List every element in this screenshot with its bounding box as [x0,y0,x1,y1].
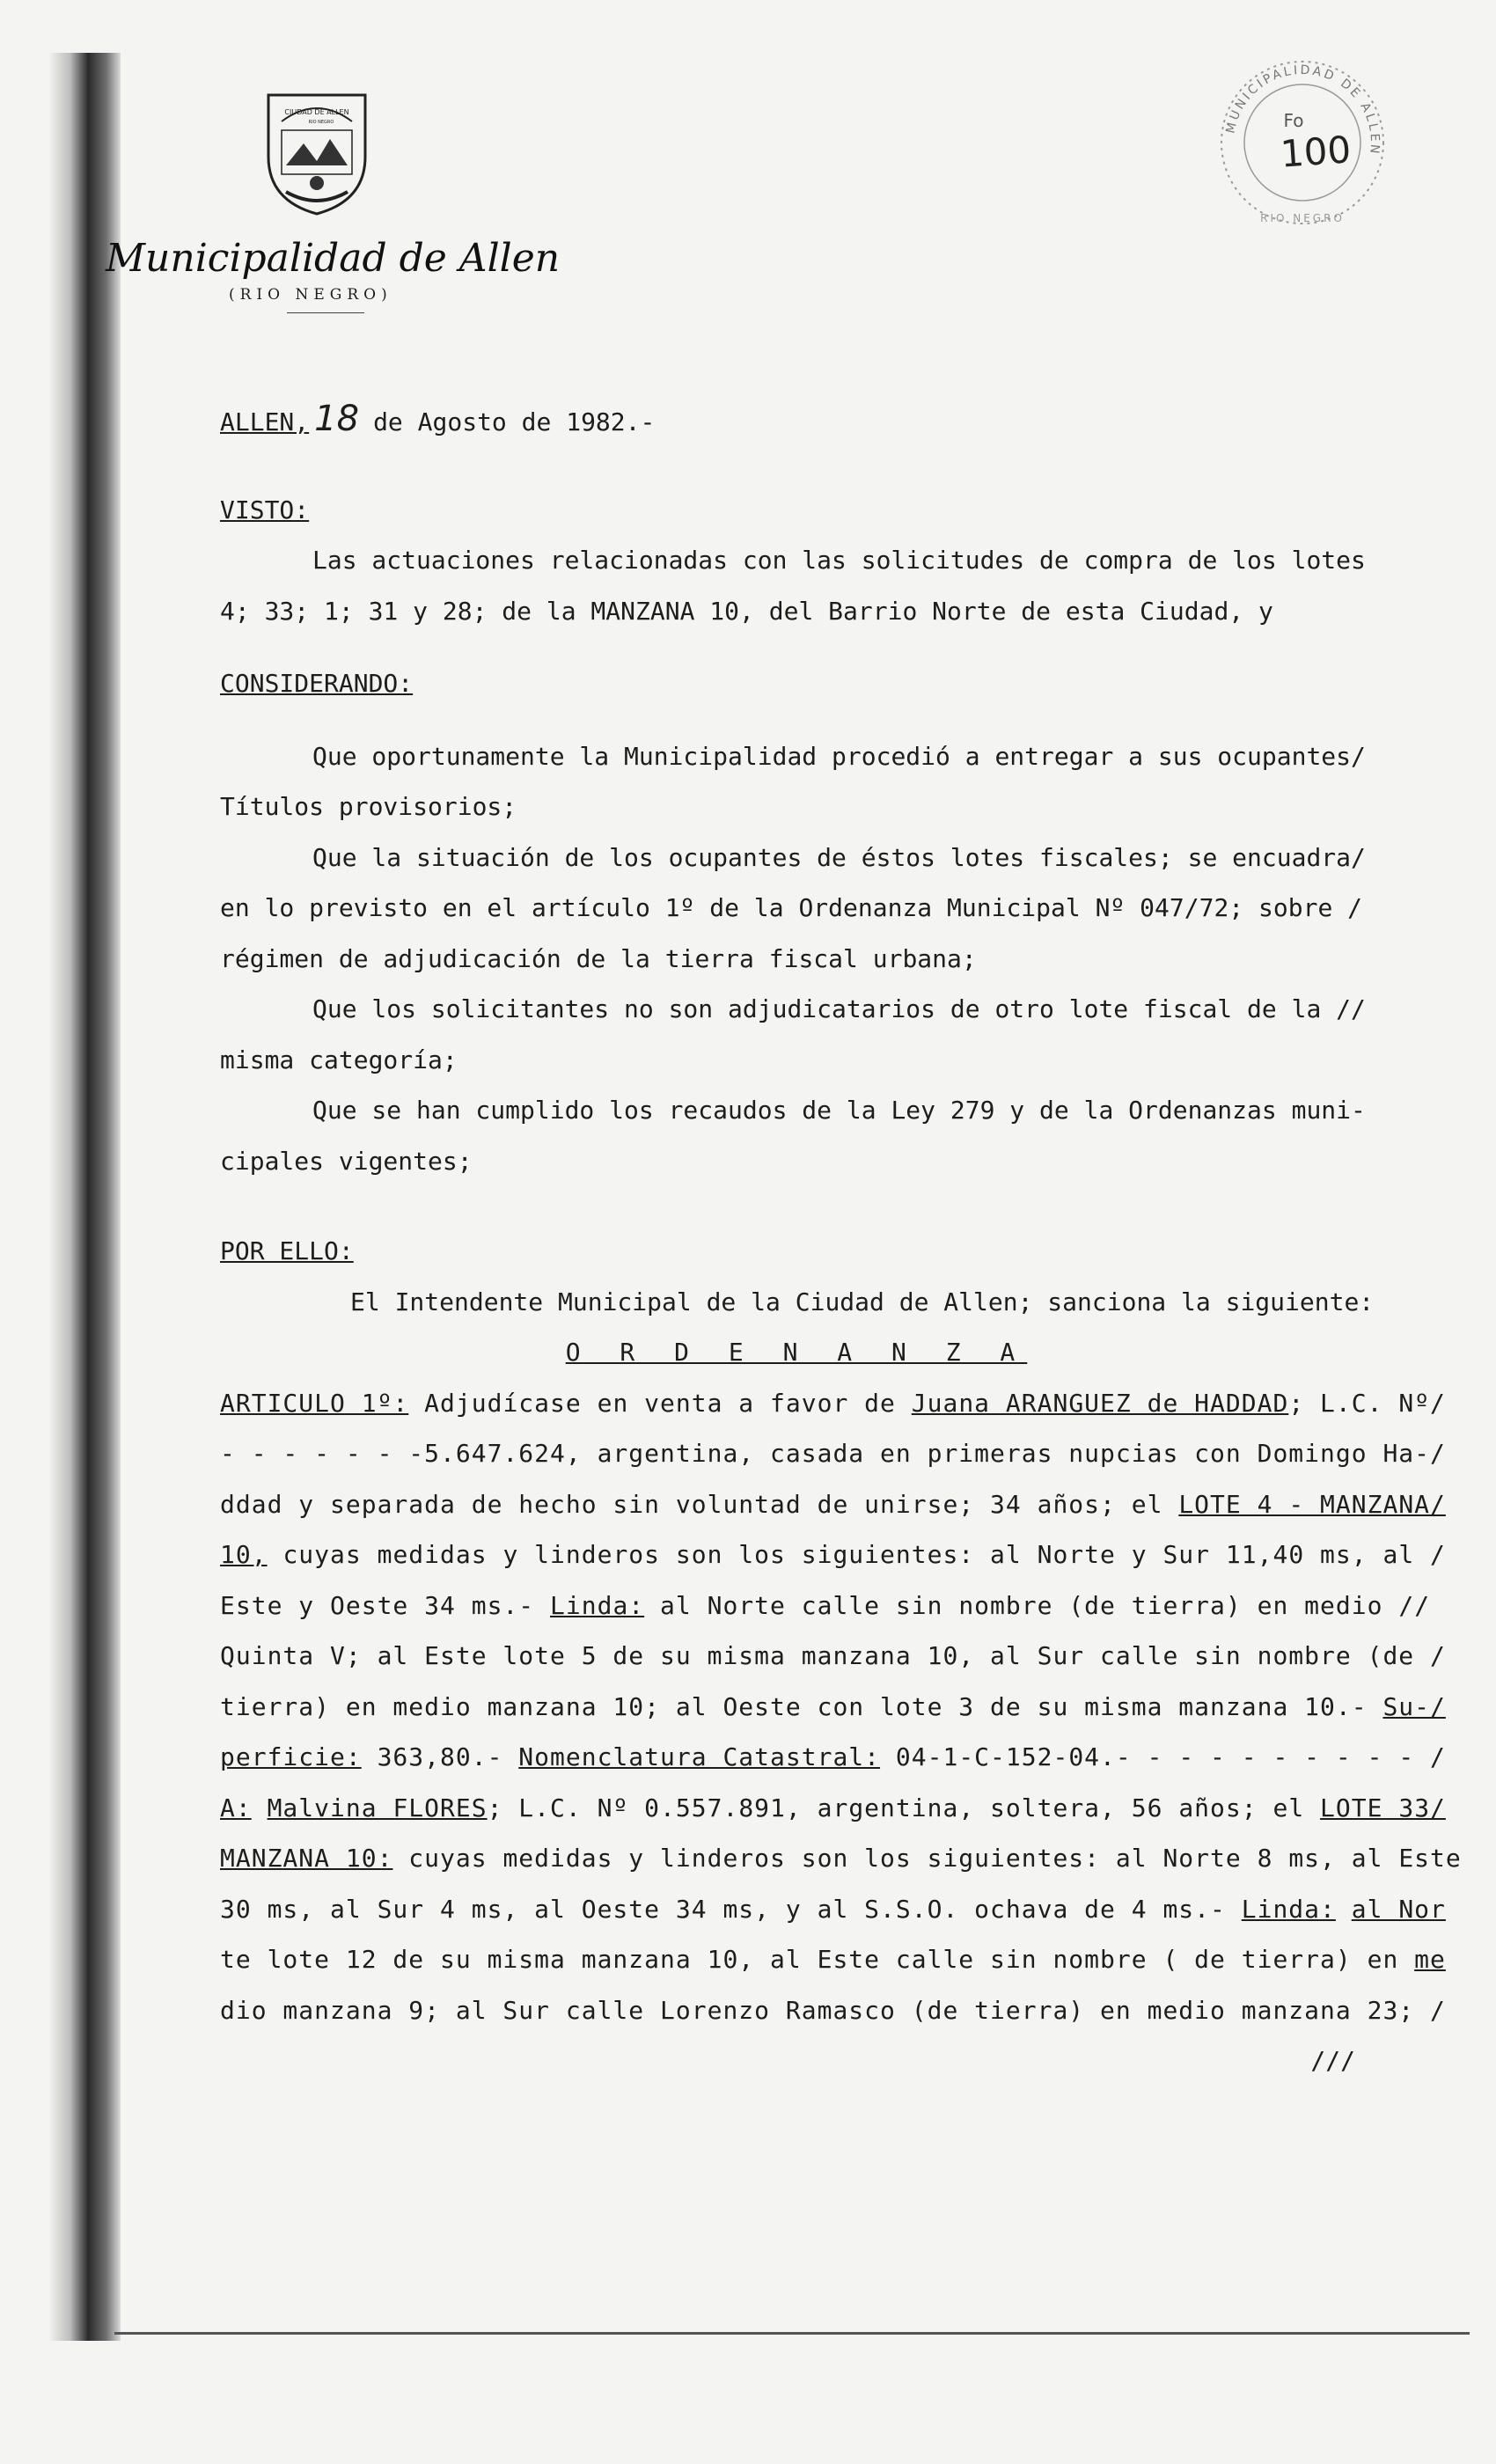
articulo-line-11: 30 ms, al Sur 4 ms, al Oeste 34 ms, y al S.S.O. ochava de 4 ms.- Linda: al Nor [220,1894,1446,1924]
considerando-line-9: cipales vigentes; [220,1146,473,1176]
considerando-line-5: régimen de adjudicación de la tierra fiscal urbana; [220,943,977,973]
considerando-line-7: misma categoría; [220,1045,458,1074]
folio-number: 100 [1279,128,1353,176]
por-ello-line: El Intendente Municipal de la Ciudad de Allen; sanciona la siguiente: [350,1287,1375,1316]
por-ello-heading: POR ELLO: [220,1236,354,1265]
considerando-heading: CONSIDERANDO: [220,669,414,698]
ordenanza-title: O R D E N A N Z A [565,1338,1028,1367]
adjudicatario-1: Juana ARANGUEZ de HADDAD [911,1388,1289,1418]
considerando-line-2: Títulos provisorios; [220,792,517,821]
stamp-ring-text: MUNICIPALIDAD DE ALLEN [1223,62,1382,158]
municipality-name: Municipalidad de Allen [106,236,561,281]
articulo-line-2: - - - - - - -5.647.624, argentina, casada en primeras nupcias con Domingo Ha-/ [220,1439,1446,1468]
articulo-line-7: tierra) en medio manzana 10; al Oeste con lote 3 de su misma manzana 10.- Su-/ [220,1691,1446,1721]
articulo-label: ARTICULO 1º: [220,1388,409,1418]
date-place: ALLEN, [220,407,310,436]
date-rest: de Agosto de 1982.- [373,407,656,436]
visto-heading: VISTO: [220,495,310,524]
letterhead-rule [287,312,364,313]
articulo-line-6: Quinta V; al Este lote 5 de su misma manzana 10, al Sur calle sin nombre (de / [220,1641,1446,1670]
articulo-line-1: ARTICULO 1º: Adjudícase en venta a favor de Juana ARANGUEZ de HADDAD; L.C. Nº/ [220,1388,1446,1418]
considerando-line-3: Que la situación de los ocupantes de éstos lotes fiscales; se encuadra/ [312,842,1366,872]
date-day-handwritten: 18 [314,399,360,439]
considerando-line-4: en lo previsto en el artículo 1º de la Ordenanza Municipal Nº 047/72; sobre / [220,893,1363,922]
stamp-ring-bottom: RIO NEGRO [1260,212,1345,224]
articulo-line-4: 10, cuyas medidas y linderos son los siguientes: al Norte y Sur 11,40 ms, al / [220,1540,1446,1569]
articulo-line-3: ddad y separada de hecho sin voluntad de unirse; 34 años; el LOTE 4 - MANZANA/ [220,1489,1446,1519]
articulo-line-5: Este y Oeste 34 ms.- Linda: al Norte calle sin nombre (de tierra) en medio // [220,1590,1431,1620]
visto-line-1: Las actuaciones relacionadas con las solicitudes de compra de los lotes [312,546,1366,575]
province-name: (RIO NEGRO) [229,286,392,304]
municipal-crest-icon [255,77,378,218]
continuation-mark: /// [1310,2046,1355,2075]
document-body [220,394,1462,2086]
crest-subtext: RIO NEGRO [308,120,334,125]
considerando-line-1: Que oportunamente la Municipalidad procedió a entregar a sus ocupantes/ [312,741,1366,771]
articulo-line-13: dio manzana 9; al Sur calle Lorenzo Ramasco (de tierra) en medio manzana 23; / [220,1995,1446,2025]
date-line [220,394,1373,445]
page-bottom-edge [114,2332,1470,2335]
binding-edge-shadow [48,53,121,2341]
articulo-line-9: A: Malvina FLORES; L.C. Nº 0.557.891, argentina, soltera, 56 años; el LOTE 33/ [220,1793,1446,1822]
articulo-line-10: MANZANA 10: cuyas medidas y linderos son los siguientes: al Norte 8 ms, al Este [220,1844,1462,1873]
visto-line-2: 4; 33; 1; 31 y 28; de la MANZANA 10, del Barrio Norte de esta Ciudad, y [220,596,1273,626]
considerando-line-6: Que los solicitantes no son adjudicatarios de otro lote fiscal de la // [312,994,1366,1023]
crest-text: CIUDAD DE ALLEN [284,108,349,116]
considerando-line-8: Que se han cumplido los recaudos de la Ley 279 y de la Ordenanzas muni- [312,1096,1366,1125]
articulo-line-12: te lote 12 de su misma manzana 10, al Este calle sin nombre ( de tierra) en me [220,1945,1446,1974]
letterhead [106,236,563,313]
stamp-fo-label: Fo [1283,110,1304,131]
adjudicatario-2: Malvina FLORES [267,1793,488,1822]
articulo-line-8: perficie: 363,80.- Nomenclatura Catastral: 04-1-C-152-04.- - - - - - - - - - / [220,1742,1446,1771]
